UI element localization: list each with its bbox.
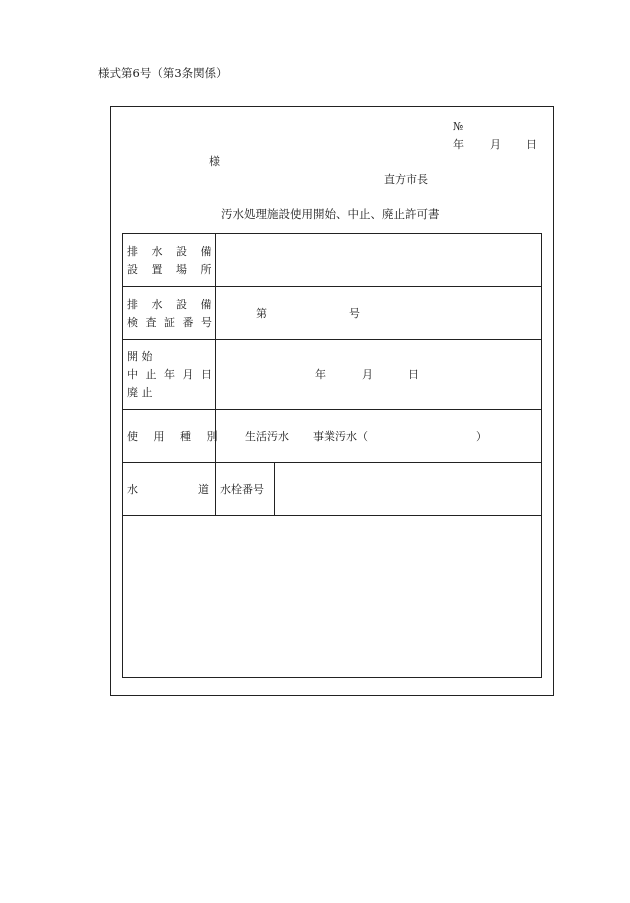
issuer-name: 直方市長 [384,173,428,186]
date-month: 月 [362,368,373,381]
date-label-line3: 廃 止 [127,386,153,399]
row-divider [123,339,541,340]
notes-area [123,516,541,677]
usage-option-business: 事業汚水（ [313,430,368,443]
date-label-line2: 中 止 年 月 日 [127,368,214,381]
row-divider [123,409,541,410]
issue-date-year: 年 [453,138,464,151]
usage-close-paren: ） [476,430,487,443]
date-day: 日 [408,368,419,381]
location-label-line1: 排 水 設 備 [127,245,217,258]
addressee-suffix: 様 [209,155,220,168]
form-number: 様式第6号（第3条関係） [98,66,228,80]
usage-option-domestic: 生活汚水 [245,430,289,443]
certificate-label-line1: 排 水 設 備 [127,298,217,311]
date-year: 年 [315,368,326,381]
issue-date-day: 日 [526,138,537,151]
certificate-suffix: 号 [349,307,360,320]
document-title: 汚水処理施設使用開始、中止、廃止許可書 [221,207,440,221]
usage-label: 使 用 種 別 [127,430,224,443]
location-label-line2: 設 置 場 所 [127,263,217,276]
number-mark: № [453,120,464,133]
water-tap-number-label: 水栓番号 [220,483,264,496]
label-column-divider [215,234,216,515]
issue-date-month: 月 [490,138,501,151]
row-divider [123,462,541,463]
date-label-line1: 開 始 [127,350,153,363]
water-label-right: 道 [198,483,209,496]
row-divider [123,286,541,287]
certificate-label-line2: 検 査 証 番 号 [127,316,214,329]
water-sub-divider [274,462,275,515]
certificate-prefix: 第 [256,307,267,320]
water-label-left: 水 [127,483,138,496]
